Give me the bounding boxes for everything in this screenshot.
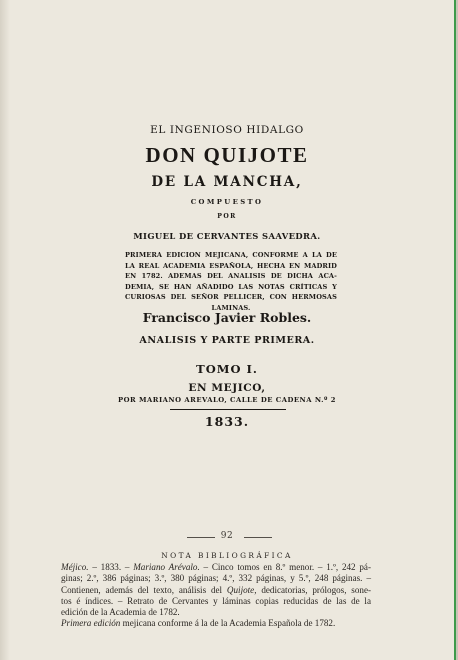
note-heading: NOTA BIBLIOGRÁFICA: [161, 551, 293, 560]
edition-line: PRIMERA EDICION MEJICANA, CONFORME A LA DE: [125, 251, 337, 259]
edition-line: DEMIA, SE HAN AÑADIDO LAS NOTAS CRÍTICAS Y: [125, 282, 337, 291]
book-title: DON QUIJOTE: [145, 143, 309, 167]
edition-line: LA REAL ACADEMIA ESPAÑOLA, HECHA EN MADRID: [125, 261, 337, 270]
note-line: Primera edición mejicana conforme á la de la Academia Española de 1782.: [61, 618, 336, 629]
editor-name: Francisco Javier Robles.: [142, 310, 312, 325]
edition-line: LAMINAS.: [211, 303, 251, 312]
book-subtitle: DE LA MANCHA,: [151, 174, 303, 190]
title-ingenioso: EL INGENIOSO HIDALGO: [150, 124, 304, 136]
note-line: Méjico. – 1833. – Mariano Arévalo. – Cinco tomos en 8.º menor. – 1.º, 242 pá-: [61, 562, 371, 572]
page-gutter-shadow: [0, 0, 10, 660]
imprint-printer: POR MARIANO AREVALO, CALLE DE CADENA N.º 2: [117, 396, 337, 404]
edition-line: CURIOSAS DEL SEÑOR PELLICER, CON HERMOSAS: [125, 293, 337, 302]
page-number: 92: [220, 531, 234, 541]
author-name: MIGUEL DE CERVANTES SAAVEDRA.: [133, 231, 321, 241]
volume-label: TOMO I.: [196, 362, 258, 376]
por-label: POR: [217, 213, 237, 220]
edition-statement: [125, 250, 337, 314]
imprint-rule: [170, 409, 286, 410]
imprint-year: 1833.: [204, 414, 250, 429]
edition-line: EN 1782. ADEMAS DEL ANALISIS DE DICHA ACA-: [125, 272, 337, 281]
note-line: Contienen, además del texto, análisis del Quijote, dedicatorias, prólogos, sone-: [61, 584, 372, 595]
imprint-place: EN MEJICO,: [188, 382, 266, 394]
page-number-rule-right: [244, 537, 272, 538]
note-line: ginas; 2.º, 386 páginas; 3.º, 380 páginas; 4.º, 332 páginas, y 5.º, 248 páginas. –: [61, 573, 371, 584]
compuesto-label: COMPUESTO: [190, 198, 264, 206]
part-label: ANALISIS Y PARTE PRIMERA.: [139, 335, 315, 346]
note-line: edición de la Academia de 1782.: [61, 607, 180, 618]
note-line: tos é índices. – Retrato de Cervantes y láminas copias reducidas de las de la: [61, 595, 371, 606]
bibliographic-note: [61, 562, 371, 630]
